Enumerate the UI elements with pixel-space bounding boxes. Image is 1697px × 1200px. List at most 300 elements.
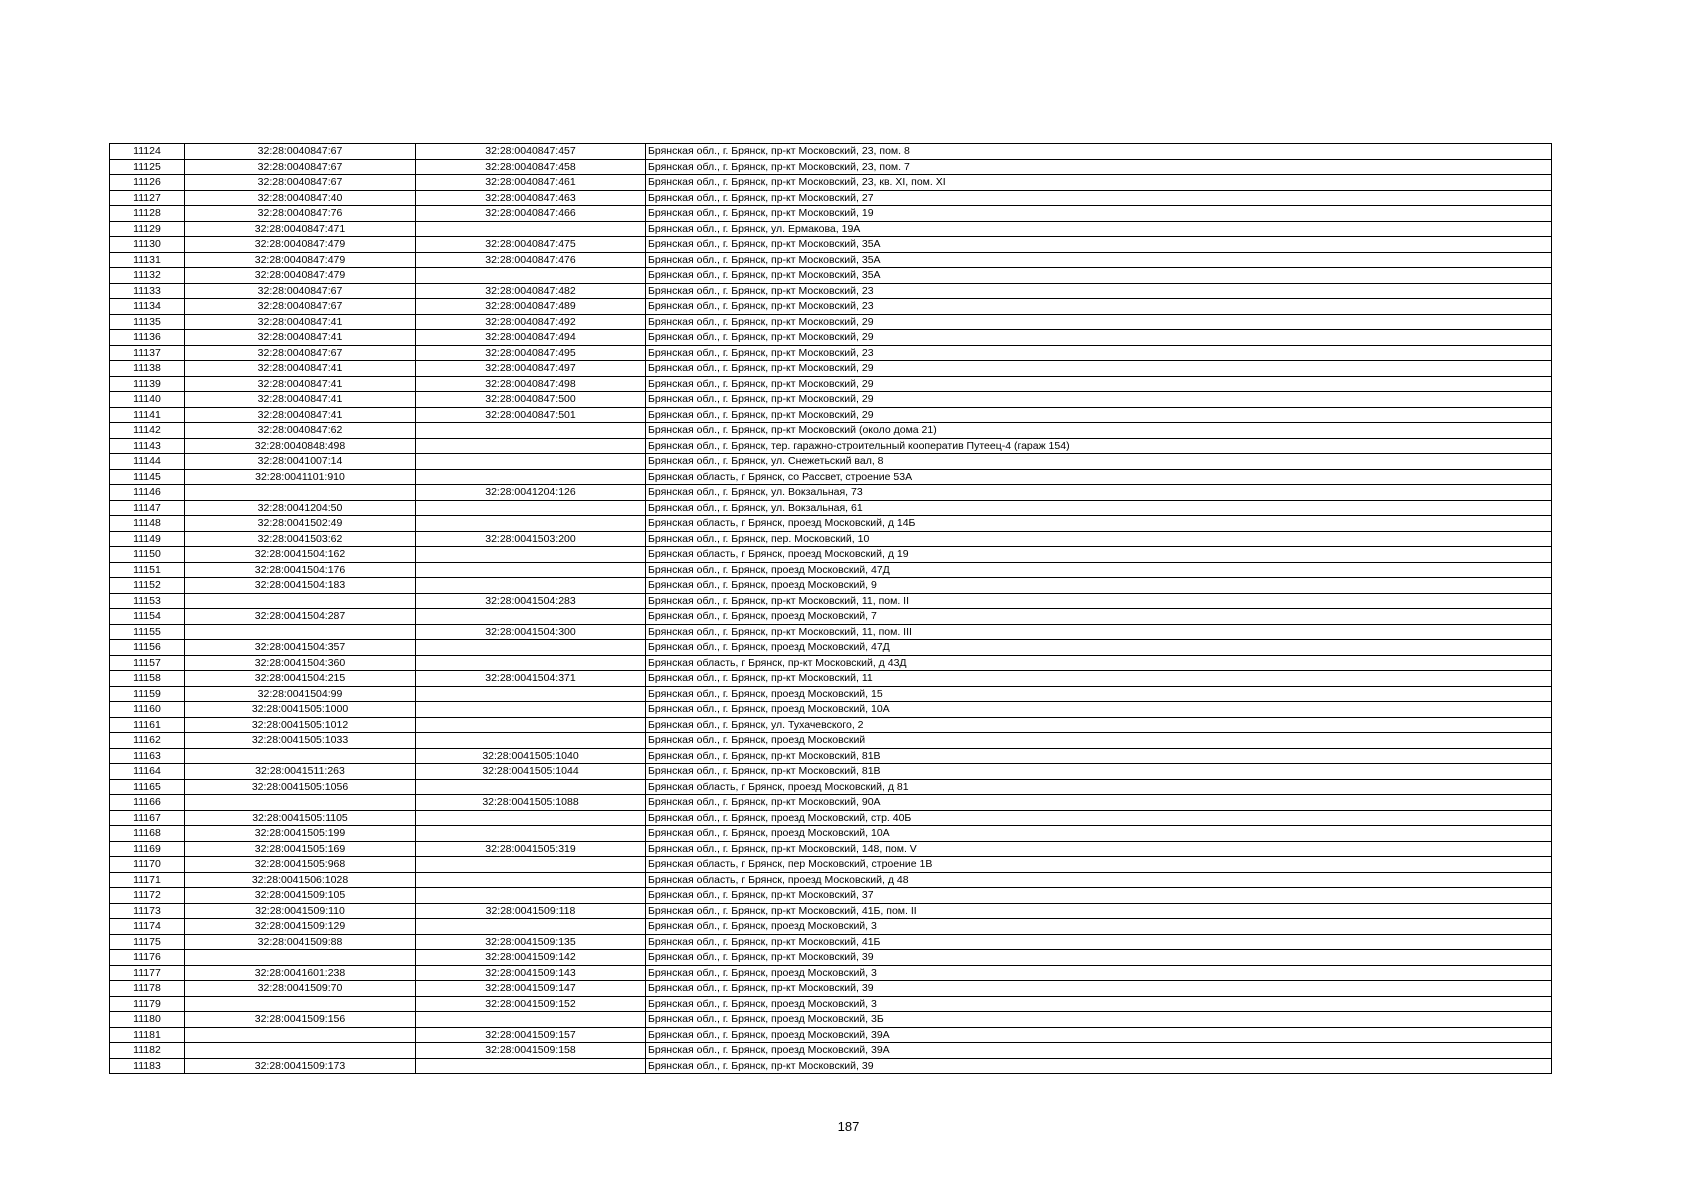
row-number-cell: 11159 [110,686,185,702]
table-row [110,469,1552,485]
address-cell: Брянская обл., г. Брянск, проезд Московский, 15 [646,686,1552,702]
address-cell: Брянская обл., г. Брянск, пр-кт Московский, 148, пом. V [646,841,1552,857]
table-row [110,950,1552,966]
parcel-number-cell [185,950,416,966]
parcel-number-cell: 32:28:0040847:67 [185,144,416,160]
row-number-cell: 11132 [110,268,185,284]
parcel-number-cell: 32:28:0041505:1000 [185,702,416,718]
parcel-number-cell [185,795,416,811]
row-number-cell: 11167 [110,810,185,826]
address-cell: Брянская обл., г. Брянск, пр-кт Московский, 39 [646,981,1552,997]
object-number-cell [416,516,646,532]
parcel-number-cell: 32:28:0040847:67 [185,175,416,191]
table-row [110,934,1552,950]
row-number-cell: 11152 [110,578,185,594]
address-cell: Брянская обл., г. Брянск, ул. Снежетьский вал, 8 [646,454,1552,470]
table-row [110,314,1552,330]
parcel-number-cell: 32:28:0041505:1012 [185,717,416,733]
address-cell: Брянская обл., г. Брянск, пр-кт Московский, 29 [646,392,1552,408]
table-row [110,888,1552,904]
address-cell: Брянская обл., г. Брянск, проезд Московский, 3 [646,996,1552,1012]
object-number-cell [416,872,646,888]
parcel-number-cell: 32:28:0041509:173 [185,1058,416,1074]
table-row [110,981,1552,997]
address-cell: Брянская обл., г. Брянск, пр-кт Московский, 11, пом. II [646,593,1552,609]
row-number-cell: 11171 [110,872,185,888]
object-number-cell [416,1012,646,1028]
table-row [110,407,1552,423]
object-number-cell [416,454,646,470]
parcel-number-cell: 32:28:0041509:129 [185,919,416,935]
row-number-cell: 11145 [110,469,185,485]
object-number-cell [416,578,646,594]
parcel-number-cell: 32:28:0040847:41 [185,407,416,423]
address-cell: Брянская обл., г. Брянск, пр-кт Московский, 29 [646,330,1552,346]
object-number-cell: 32:28:0041509:143 [416,965,646,981]
row-number-cell: 11146 [110,485,185,501]
address-cell: Брянская обл., г. Брянск, тер. гаражно-строительный кооператив Путеец-4 (гараж 154) [646,438,1552,454]
table-row [110,857,1552,873]
parcel-number-cell: 32:28:0041504:99 [185,686,416,702]
address-cell: Брянская обл., г. Брянск, проезд Московский, 3 [646,919,1552,935]
row-number-cell: 11138 [110,361,185,377]
address-cell: Брянская обл., г. Брянск, пр-кт Московский, 41Б [646,934,1552,950]
address-cell: Брянская обл., г. Брянск, ул. Ермакова, 19А [646,221,1552,237]
object-number-cell: 32:28:0041505:1088 [416,795,646,811]
table-row [110,779,1552,795]
parcel-number-cell: 32:28:0041503:62 [185,531,416,547]
row-number-cell: 11124 [110,144,185,160]
table-row [110,810,1552,826]
object-number-cell: 32:28:0041509:147 [416,981,646,997]
address-cell: Брянская обл., г. Брянск, пр-кт Московский, 81В [646,764,1552,780]
table-row [110,299,1552,315]
address-cell: Брянская область, г Брянск, проезд Московский, д 81 [646,779,1552,795]
object-number-cell [416,857,646,873]
table-row [110,438,1552,454]
address-cell: Брянская обл., г. Брянск, пр-кт Московский, 90А [646,795,1552,811]
row-number-cell: 11160 [110,702,185,718]
table-row [110,919,1552,935]
row-number-cell: 11135 [110,314,185,330]
parcel-number-cell: 32:28:0041504:176 [185,562,416,578]
table-row [110,733,1552,749]
object-number-cell: 32:28:0040847:457 [416,144,646,160]
row-number-cell: 11156 [110,640,185,656]
table-row [110,345,1552,361]
row-number-cell: 11130 [110,237,185,253]
row-number-cell: 11136 [110,330,185,346]
row-number-cell: 11155 [110,624,185,640]
table-row [110,361,1552,377]
object-number-cell [416,686,646,702]
row-number-cell: 11182 [110,1043,185,1059]
parcel-number-cell [185,1043,416,1059]
object-number-cell: 32:28:0040847:476 [416,252,646,268]
parcel-number-cell: 32:28:0040847:67 [185,283,416,299]
parcel-number-cell: 32:28:0041007:14 [185,454,416,470]
object-number-cell [416,733,646,749]
row-number-cell: 11154 [110,609,185,625]
address-cell: Брянская обл., г. Брянск, пр-кт Московский, 39 [646,950,1552,966]
object-number-cell [416,609,646,625]
table-row [110,283,1552,299]
row-number-cell: 11166 [110,795,185,811]
object-number-cell: 32:28:0041509:157 [416,1027,646,1043]
table-row [110,392,1552,408]
address-cell: Брянская область, г Брянск, пр-кт Московский, д 43Д [646,655,1552,671]
parcel-number-cell: 32:28:0040847:67 [185,345,416,361]
parcel-number-cell: 32:28:0041509:70 [185,981,416,997]
row-number-cell: 11134 [110,299,185,315]
address-cell: Брянская обл., г. Брянск, пр-кт Московский, 37 [646,888,1552,904]
row-number-cell: 11161 [110,717,185,733]
parcel-number-cell: 32:28:0041505:968 [185,857,416,873]
object-number-cell: 32:28:0041505:319 [416,841,646,857]
table-row [110,423,1552,439]
parcel-number-cell: 32:28:0040847:471 [185,221,416,237]
parcel-number-cell: 32:28:0041509:110 [185,903,416,919]
object-number-cell [416,547,646,563]
row-number-cell: 11148 [110,516,185,532]
address-cell: Брянская обл., г. Брянск, проезд Московский, 7 [646,609,1552,625]
row-number-cell: 11169 [110,841,185,857]
table-row [110,376,1552,392]
address-cell: Брянская обл., г. Брянск, пр-кт Московский, 35А [646,237,1552,253]
row-number-cell: 11183 [110,1058,185,1074]
object-number-cell: 32:28:0041505:1040 [416,748,646,764]
table-row [110,965,1552,981]
object-number-cell [416,562,646,578]
parcel-number-cell: 32:28:0040847:479 [185,237,416,253]
address-cell: Брянская обл., г. Брянск, пр-кт Московский, 23 [646,299,1552,315]
row-number-cell: 11158 [110,671,185,687]
table-row [110,593,1552,609]
address-cell: Брянская обл., г. Брянск, пр-кт Московский, 11, пом. III [646,624,1552,640]
table-row [110,841,1552,857]
table-row [110,686,1552,702]
table-row [110,702,1552,718]
object-number-cell [416,655,646,671]
address-cell: Брянская обл., г. Брянск, пр-кт Московский, 29 [646,361,1552,377]
row-number-cell: 11177 [110,965,185,981]
address-cell: Брянская обл., г. Брянск, пр-кт Московский (около дома 21) [646,423,1552,439]
object-number-cell: 32:28:0041504:371 [416,671,646,687]
object-number-cell [416,640,646,656]
table-row [110,795,1552,811]
table-row [110,175,1552,191]
object-number-cell: 32:28:0041509:152 [416,996,646,1012]
table-row [110,996,1552,1012]
row-number-cell: 11180 [110,1012,185,1028]
row-number-cell: 11151 [110,562,185,578]
parcel-number-cell: 32:28:0040847:40 [185,190,416,206]
object-number-cell [416,888,646,904]
address-cell: Брянская обл., г. Брянск, ул. Вокзальная, 73 [646,485,1552,501]
row-number-cell: 11172 [110,888,185,904]
parcel-number-cell: 32:28:0041504:162 [185,547,416,563]
address-cell: Брянская обл., г. Брянск, пр-кт Московский, 27 [646,190,1552,206]
parcel-number-cell: 32:28:0040847:67 [185,299,416,315]
row-number-cell: 11162 [110,733,185,749]
parcel-number-cell: 32:28:0040848:498 [185,438,416,454]
parcel-number-cell [185,624,416,640]
address-cell: Брянская обл., г. Брянск, проезд Московский, стр. 40Б [646,810,1552,826]
row-number-cell: 11128 [110,206,185,222]
row-number-cell: 11147 [110,500,185,516]
row-number-cell: 11133 [110,283,185,299]
parcel-number-cell: 32:28:0040847:479 [185,252,416,268]
parcel-number-cell [185,996,416,1012]
address-cell: Брянская обл., г. Брянск, проезд Московский, 3 [646,965,1552,981]
object-number-cell: 32:28:0040847:458 [416,159,646,175]
row-number-cell: 11153 [110,593,185,609]
table-row [110,655,1552,671]
object-number-cell [416,1058,646,1074]
parcel-number-cell: 32:28:0040847:41 [185,330,416,346]
parcel-number-cell: 32:28:0041502:49 [185,516,416,532]
table-row [110,221,1552,237]
row-number-cell: 11174 [110,919,185,935]
table-row [110,640,1552,656]
parcel-number-cell: 32:28:0041505:1033 [185,733,416,749]
address-cell: Брянская область, г Брянск, проезд Московский, д 19 [646,547,1552,563]
address-cell: Брянская обл., г. Брянск, пр-кт Московский, 29 [646,314,1552,330]
row-number-cell: 11125 [110,159,185,175]
row-number-cell: 11163 [110,748,185,764]
table-row [110,454,1552,470]
parcel-number-cell: 32:28:0041509:105 [185,888,416,904]
table-row [110,1043,1552,1059]
object-number-cell: 32:28:0040847:492 [416,314,646,330]
address-cell: Брянская обл., г. Брянск, пер. Московский, 10 [646,531,1552,547]
object-number-cell: 32:28:0040847:466 [416,206,646,222]
table-row [110,872,1552,888]
table-row [110,748,1552,764]
address-cell: Брянская область, г Брянск, проезд Московский, д 48 [646,872,1552,888]
parcel-number-cell: 32:28:0040847:62 [185,423,416,439]
parcel-number-cell: 32:28:0041505:1056 [185,779,416,795]
table-row [110,206,1552,222]
object-number-cell: 32:28:0041504:283 [416,593,646,609]
object-number-cell: 32:28:0041509:142 [416,950,646,966]
object-number-cell [416,268,646,284]
table-row [110,609,1552,625]
object-number-cell: 32:28:0040847:500 [416,392,646,408]
parcel-number-cell: 32:28:0040847:479 [185,268,416,284]
table-row [110,531,1552,547]
address-cell: Брянская обл., г. Брянск, пр-кт Московский, 23, пом. 8 [646,144,1552,160]
table-row [110,624,1552,640]
address-cell: Брянская обл., г. Брянск, проезд Московский, 47Д [646,640,1552,656]
row-number-cell: 11178 [110,981,185,997]
object-number-cell: 32:28:0040847:501 [416,407,646,423]
parcel-number-cell: 32:28:0041505:1105 [185,810,416,826]
address-cell: Брянская обл., г. Брянск, ул. Вокзальная, 61 [646,500,1552,516]
row-number-cell: 11150 [110,547,185,563]
address-cell: Брянская обл., г. Брянск, проезд Московский [646,733,1552,749]
object-number-cell [416,500,646,516]
row-number-cell: 11179 [110,996,185,1012]
object-number-cell: 32:28:0040847:497 [416,361,646,377]
table-row [110,717,1552,733]
row-number-cell: 11181 [110,1027,185,1043]
parcel-number-cell: 32:28:0041506:1028 [185,872,416,888]
parcel-number-cell: 32:28:0040847:76 [185,206,416,222]
parcel-number-cell [185,485,416,501]
table-row [110,562,1552,578]
object-number-cell [416,810,646,826]
row-number-cell: 11140 [110,392,185,408]
address-cell: Брянская обл., г. Брянск, проезд Московский, 39А [646,1027,1552,1043]
object-number-cell [416,717,646,733]
registry-table [109,143,1552,1074]
table-row [110,671,1552,687]
row-number-cell: 11176 [110,950,185,966]
address-cell: Брянская обл., г. Брянск, пр-кт Московский, 39 [646,1058,1552,1074]
object-number-cell: 32:28:0040847:495 [416,345,646,361]
row-number-cell: 11126 [110,175,185,191]
table-row [110,764,1552,780]
parcel-number-cell: 32:28:0041504:215 [185,671,416,687]
object-number-cell: 32:28:0041503:200 [416,531,646,547]
row-number-cell: 11170 [110,857,185,873]
parcel-number-cell [185,593,416,609]
registry-table-body [110,144,1552,1074]
address-cell: Брянская обл., г. Брянск, проезд Московский, 10А [646,826,1552,842]
table-row [110,903,1552,919]
object-number-cell: 32:28:0041509:135 [416,934,646,950]
row-number-cell: 11143 [110,438,185,454]
address-cell: Брянская обл., г. Брянск, пр-кт Московский, 35А [646,268,1552,284]
object-number-cell [416,438,646,454]
object-number-cell: 32:28:0040847:489 [416,299,646,315]
table-row [110,516,1552,532]
parcel-number-cell: 32:28:0040847:41 [185,392,416,408]
object-number-cell: 32:28:0041504:300 [416,624,646,640]
table-row [110,190,1552,206]
row-number-cell: 11168 [110,826,185,842]
row-number-cell: 11173 [110,903,185,919]
object-number-cell: 32:28:0040847:461 [416,175,646,191]
parcel-number-cell: 32:28:0040847:67 [185,159,416,175]
table-row [110,144,1552,160]
row-number-cell: 11157 [110,655,185,671]
object-number-cell: 32:28:0041509:158 [416,1043,646,1059]
row-number-cell: 11175 [110,934,185,950]
address-cell: Брянская обл., г. Брянск, ул. Тухачевского, 2 [646,717,1552,733]
address-cell: Брянская обл., г. Брянск, проезд Московский, 47Д [646,562,1552,578]
parcel-number-cell: 32:28:0041601:238 [185,965,416,981]
table-row [110,159,1552,175]
table-row [110,268,1552,284]
parcel-number-cell: 32:28:0041509:88 [185,934,416,950]
table-row [110,252,1552,268]
address-cell: Брянская обл., г. Брянск, пр-кт Московский, 41Б, пом. II [646,903,1552,919]
parcel-number-cell: 32:28:0041511:263 [185,764,416,780]
parcel-number-cell: 32:28:0041504:357 [185,640,416,656]
row-number-cell: 11142 [110,423,185,439]
address-cell: Брянская обл., г. Брянск, пр-кт Московский, 81В [646,748,1552,764]
row-number-cell: 11164 [110,764,185,780]
address-cell: Брянская обл., г. Брянск, пр-кт Московский, 35А [646,252,1552,268]
row-number-cell: 11131 [110,252,185,268]
object-number-cell: 32:28:0041505:1044 [416,764,646,780]
address-cell: Брянская обл., г. Брянск, пр-кт Московский, 29 [646,407,1552,423]
object-number-cell [416,221,646,237]
parcel-number-cell: 32:28:0041504:360 [185,655,416,671]
row-number-cell: 11137 [110,345,185,361]
parcel-number-cell: 32:28:0041505:199 [185,826,416,842]
object-number-cell [416,423,646,439]
table-row [110,1058,1552,1074]
table-row [110,500,1552,516]
row-number-cell: 11127 [110,190,185,206]
table-row [110,578,1552,594]
address-cell: Брянская обл., г. Брянск, пр-кт Московский, 19 [646,206,1552,222]
parcel-number-cell: 32:28:0040847:41 [185,361,416,377]
row-number-cell: 11139 [110,376,185,392]
object-number-cell: 32:28:0040847:482 [416,283,646,299]
table-row [110,826,1552,842]
row-number-cell: 11141 [110,407,185,423]
object-number-cell [416,469,646,485]
address-cell: Брянская обл., г. Брянск, проезд Московский, 39А [646,1043,1552,1059]
row-number-cell: 11149 [110,531,185,547]
parcel-number-cell: 32:28:0041204:50 [185,500,416,516]
object-number-cell: 32:28:0041509:118 [416,903,646,919]
parcel-number-cell: 32:28:0041101:910 [185,469,416,485]
row-number-cell: 11144 [110,454,185,470]
address-cell: Брянская обл., г. Брянск, пр-кт Московский, 29 [646,376,1552,392]
address-cell: Брянская обл., г. Брянск, пр-кт Московский, 11 [646,671,1552,687]
object-number-cell [416,919,646,935]
object-number-cell: 32:28:0040847:498 [416,376,646,392]
address-cell: Брянская обл., г. Брянск, пр-кт Московский, 23, пом. 7 [646,159,1552,175]
parcel-number-cell [185,748,416,764]
object-number-cell [416,826,646,842]
parcel-number-cell: 32:28:0040847:41 [185,314,416,330]
parcel-number-cell: 32:28:0040847:41 [185,376,416,392]
row-number-cell: 11129 [110,221,185,237]
parcel-number-cell: 32:28:0041505:169 [185,841,416,857]
parcel-number-cell: 32:28:0041509:156 [185,1012,416,1028]
object-number-cell: 32:28:0040847:475 [416,237,646,253]
table-row [110,1027,1552,1043]
table-row [110,485,1552,501]
address-cell: Брянская обл., г. Брянск, пр-кт Московский, 23, кв. XI, пом. XI [646,175,1552,191]
table-row [110,237,1552,253]
parcel-number-cell: 32:28:0041504:183 [185,578,416,594]
address-cell: Брянская область, г Брянск, со Рассвет, строение 53А [646,469,1552,485]
address-cell: Брянская область, г Брянск, пер Московский, строение 1В [646,857,1552,873]
address-cell: Брянская обл., г. Брянск, проезд Московский, 10А [646,702,1552,718]
address-cell: Брянская обл., г. Брянск, проезд Московский, 9 [646,578,1552,594]
table-row [110,1012,1552,1028]
object-number-cell: 32:28:0040847:494 [416,330,646,346]
page-number: 187 [837,1119,860,1134]
address-cell: Брянская область, г Брянск, проезд Московский, д 14Б [646,516,1552,532]
address-cell: Брянская обл., г. Брянск, проезд Московский, 3Б [646,1012,1552,1028]
address-cell: Брянская обл., г. Брянск, пр-кт Московский, 23 [646,283,1552,299]
parcel-number-cell: 32:28:0041504:287 [185,609,416,625]
table-row [110,547,1552,563]
object-number-cell [416,702,646,718]
parcel-number-cell [185,1027,416,1043]
table-row [110,330,1552,346]
row-number-cell: 11165 [110,779,185,795]
address-cell: Брянская обл., г. Брянск, пр-кт Московский, 23 [646,345,1552,361]
